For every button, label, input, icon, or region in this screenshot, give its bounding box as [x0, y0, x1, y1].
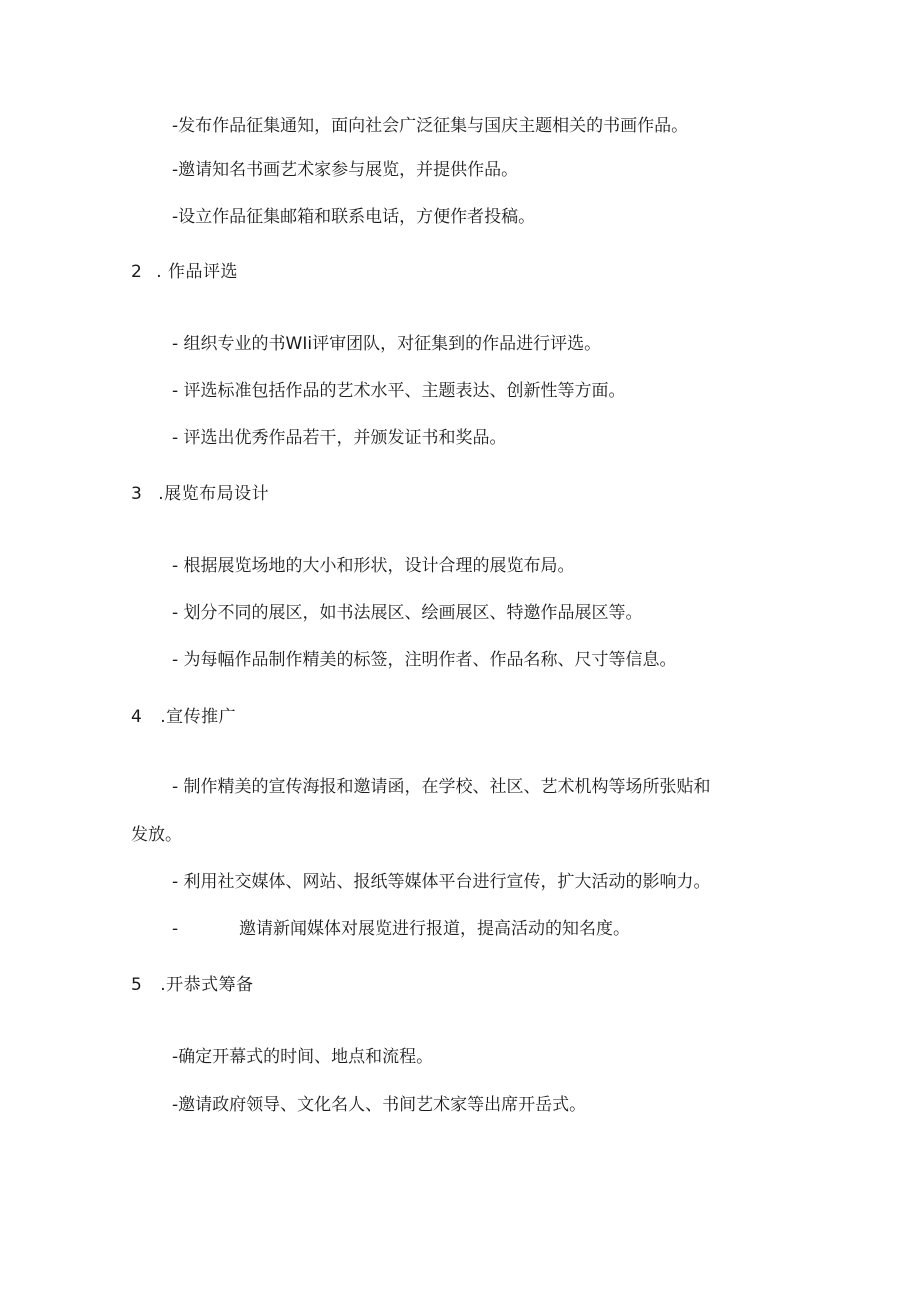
section-title: .展览布局设计: [158, 484, 270, 504]
list-item: -设立作品征集邮箱和联系电话，方便作者投稿。: [172, 207, 536, 227]
list-item: - 根据展览场地的大小和形状，设计合理的展览布局。: [172, 556, 575, 576]
list-item: -邀请知名书画艺术家参与展览，并提供作品。: [172, 160, 519, 180]
section-title: .开恭式筹备: [160, 975, 254, 995]
list-item: - 划分不同的展区，如书法展区、绘画展区、特邀作品展区等。: [172, 603, 643, 623]
section-title: .宣传推广: [160, 707, 237, 727]
list-item: [172, 917, 630, 941]
section-number: 2: [131, 262, 143, 282]
list-item: -邀请政府领导、文化名人、书间艺术家等出席开岳式。: [172, 1095, 587, 1115]
list-item: - 评选标准包括作品的艺术水平、主题表达、创新性等方面。: [172, 381, 626, 401]
section-number: 5: [131, 975, 143, 995]
section-number: 3: [131, 484, 143, 504]
list-item: -发布作品征集通知，面向社会广泛征集与国庆主题相关的书画作品。: [172, 116, 689, 136]
list-item-continuation: 发放。: [131, 825, 182, 845]
section-heading: [131, 705, 236, 729]
list-item: - 利用社交媒体、网站、报纸等媒体平台进行宣传，扩大活动的影响力。: [172, 872, 711, 892]
list-item-text: 邀请新闻媒体对展览进行报道，提高活动的知名度。: [238, 919, 630, 939]
list-item: - 为每幅作品制作精美的标签，注明作者、作品名称、尺寸等信息。: [172, 650, 677, 670]
section-heading: [131, 482, 269, 506]
section-title: . 作品评选: [156, 262, 239, 282]
section-number: 4: [131, 707, 143, 727]
list-item: - 评选出优秀作品若干，并颁发证书和奖品。: [172, 428, 507, 448]
list-item: - 组织专业的书WIi评审团队，对征集到的作品进行评选。: [172, 334, 602, 354]
list-item-dash: -: [172, 919, 179, 939]
section-heading: [131, 260, 238, 284]
section-heading: [131, 973, 254, 997]
list-item: - 制作精美的宣传海报和邀请函，在学校、社区、艺术机构等场所张贴和: [172, 777, 711, 797]
list-item: -确定开幕式的时间、地点和流程。: [172, 1047, 434, 1067]
